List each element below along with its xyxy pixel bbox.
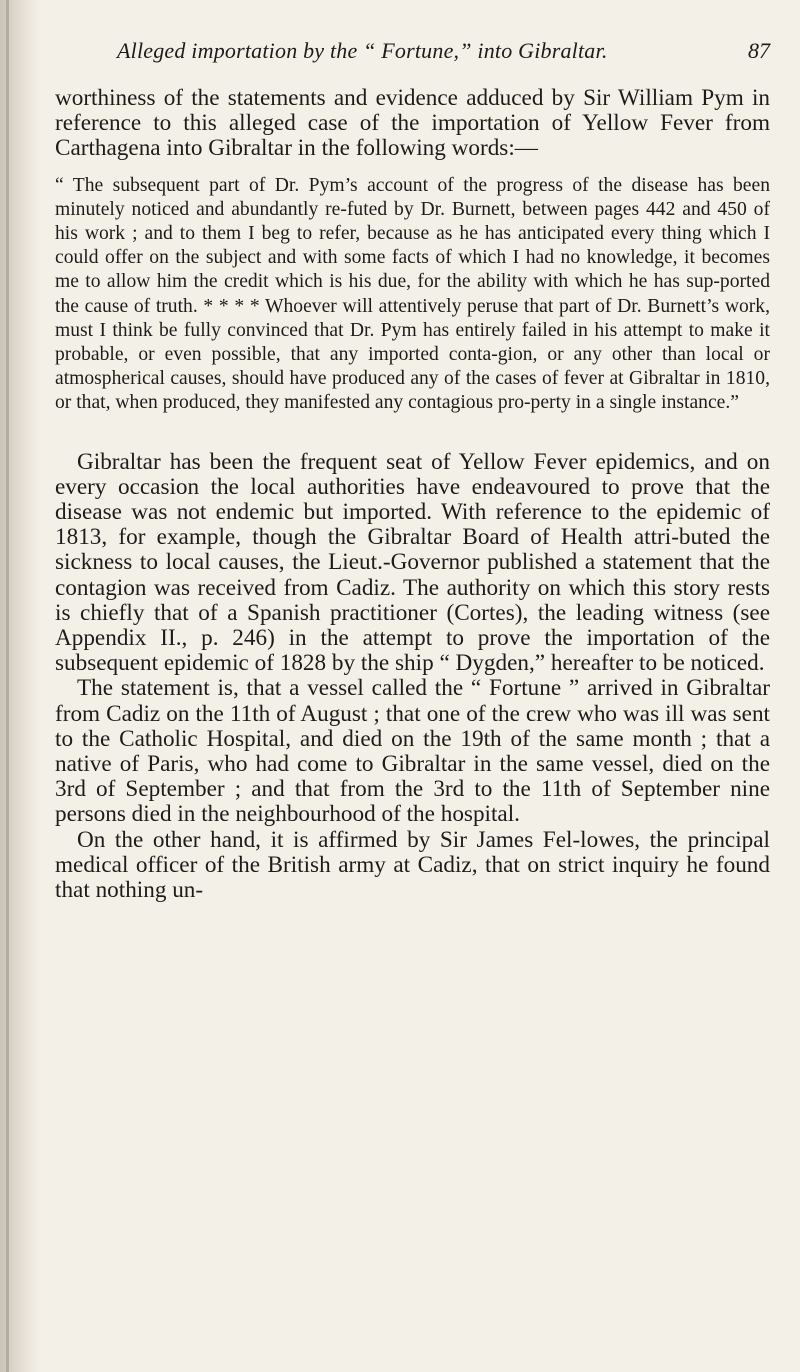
running-title: Alleged importation by the “ Fortune,” into Gibraltar. [117,38,608,63]
main-text [55,450,770,904]
page-number: 87 [748,38,770,63]
running-head [55,38,770,78]
book-page [55,38,770,903]
binding-edge-line [6,0,9,1372]
lead-paragraph: worthiness of the statements and evidence adduced by Sir William Pym in reference to this alleged case of the importation of Yellow Fever from Carthagena into Gibraltar in the following words:— [55,85,770,162]
paragraph-fellowes-inquiry: On the other hand, it is affirmed by Sir James Fel-lowes, the principal medical officer of the British army at Cadiz, that on strict inquiry he found that nothing un- [55,826,770,904]
paragraph-fortune-statement: The statement is, that a vessel called the “ Fortune ” arrived in Gibraltar from Cadiz on the 11th of August ; that one of the crew who was ill was sent to the Catholic Hospital, and died on the 19th of the same month ; that a native of Paris, who had come to Gibraltar in the same vessel, died on the 3rd of September ; and that from the 3rd to the 11th of September nine persons died in the neighbourhood of the hospital. [55,675,770,828]
binding-gutter [0,0,40,1372]
paragraph-gibraltar-epidemics: Gibraltar has been the frequent seat of Yellow Fever epidemics, and on every occasion the local authorities have endeavoured to prove that the disease was not endemic but imported. With reference to the epidemic of 1813, for example, though the Gibraltar Board of Health attri-buted the sickness to local causes, the Lieut.-Governor published a statement that the contagion was received from Cadiz. The authority on which this story rests is chiefly that of a Spanish practitioner (Cortes), the leading witness (see Appendix II., p. 246) in the attempt to prove the importation of the subsequent epidemic of 1828 by the ship “ Dygden,” hereafter to be noticed. [55,448,770,677]
block-quotation: “ The subsequent part of Dr. Pym’s account of the progress of the disease has been minutely noticed and abundantly re-futed by Dr. Burnett, between pages 442 and 450 of his work ; and to them I beg to refer, because as he has anticipated every thing which I could offer on the subject and with some facts of which I had no knowledge, it becomes me to allow him the credit which is his due, for the ability with which he has sup-ported the cause of truth. * * * * Whoever will attentively peruse that part of Dr. Burnett’s work, must I think be fully convinced that Dr. Pym has entirely failed in his attempt to make it probable, or even possible, that any imported conta-gion, or any other than local or atmospherical causes, should have produced any of the cases of fever at Gibraltar in 1810, or that, when produced, they manifested any contagious pro-perty in a single instance.” [55,174,770,414]
